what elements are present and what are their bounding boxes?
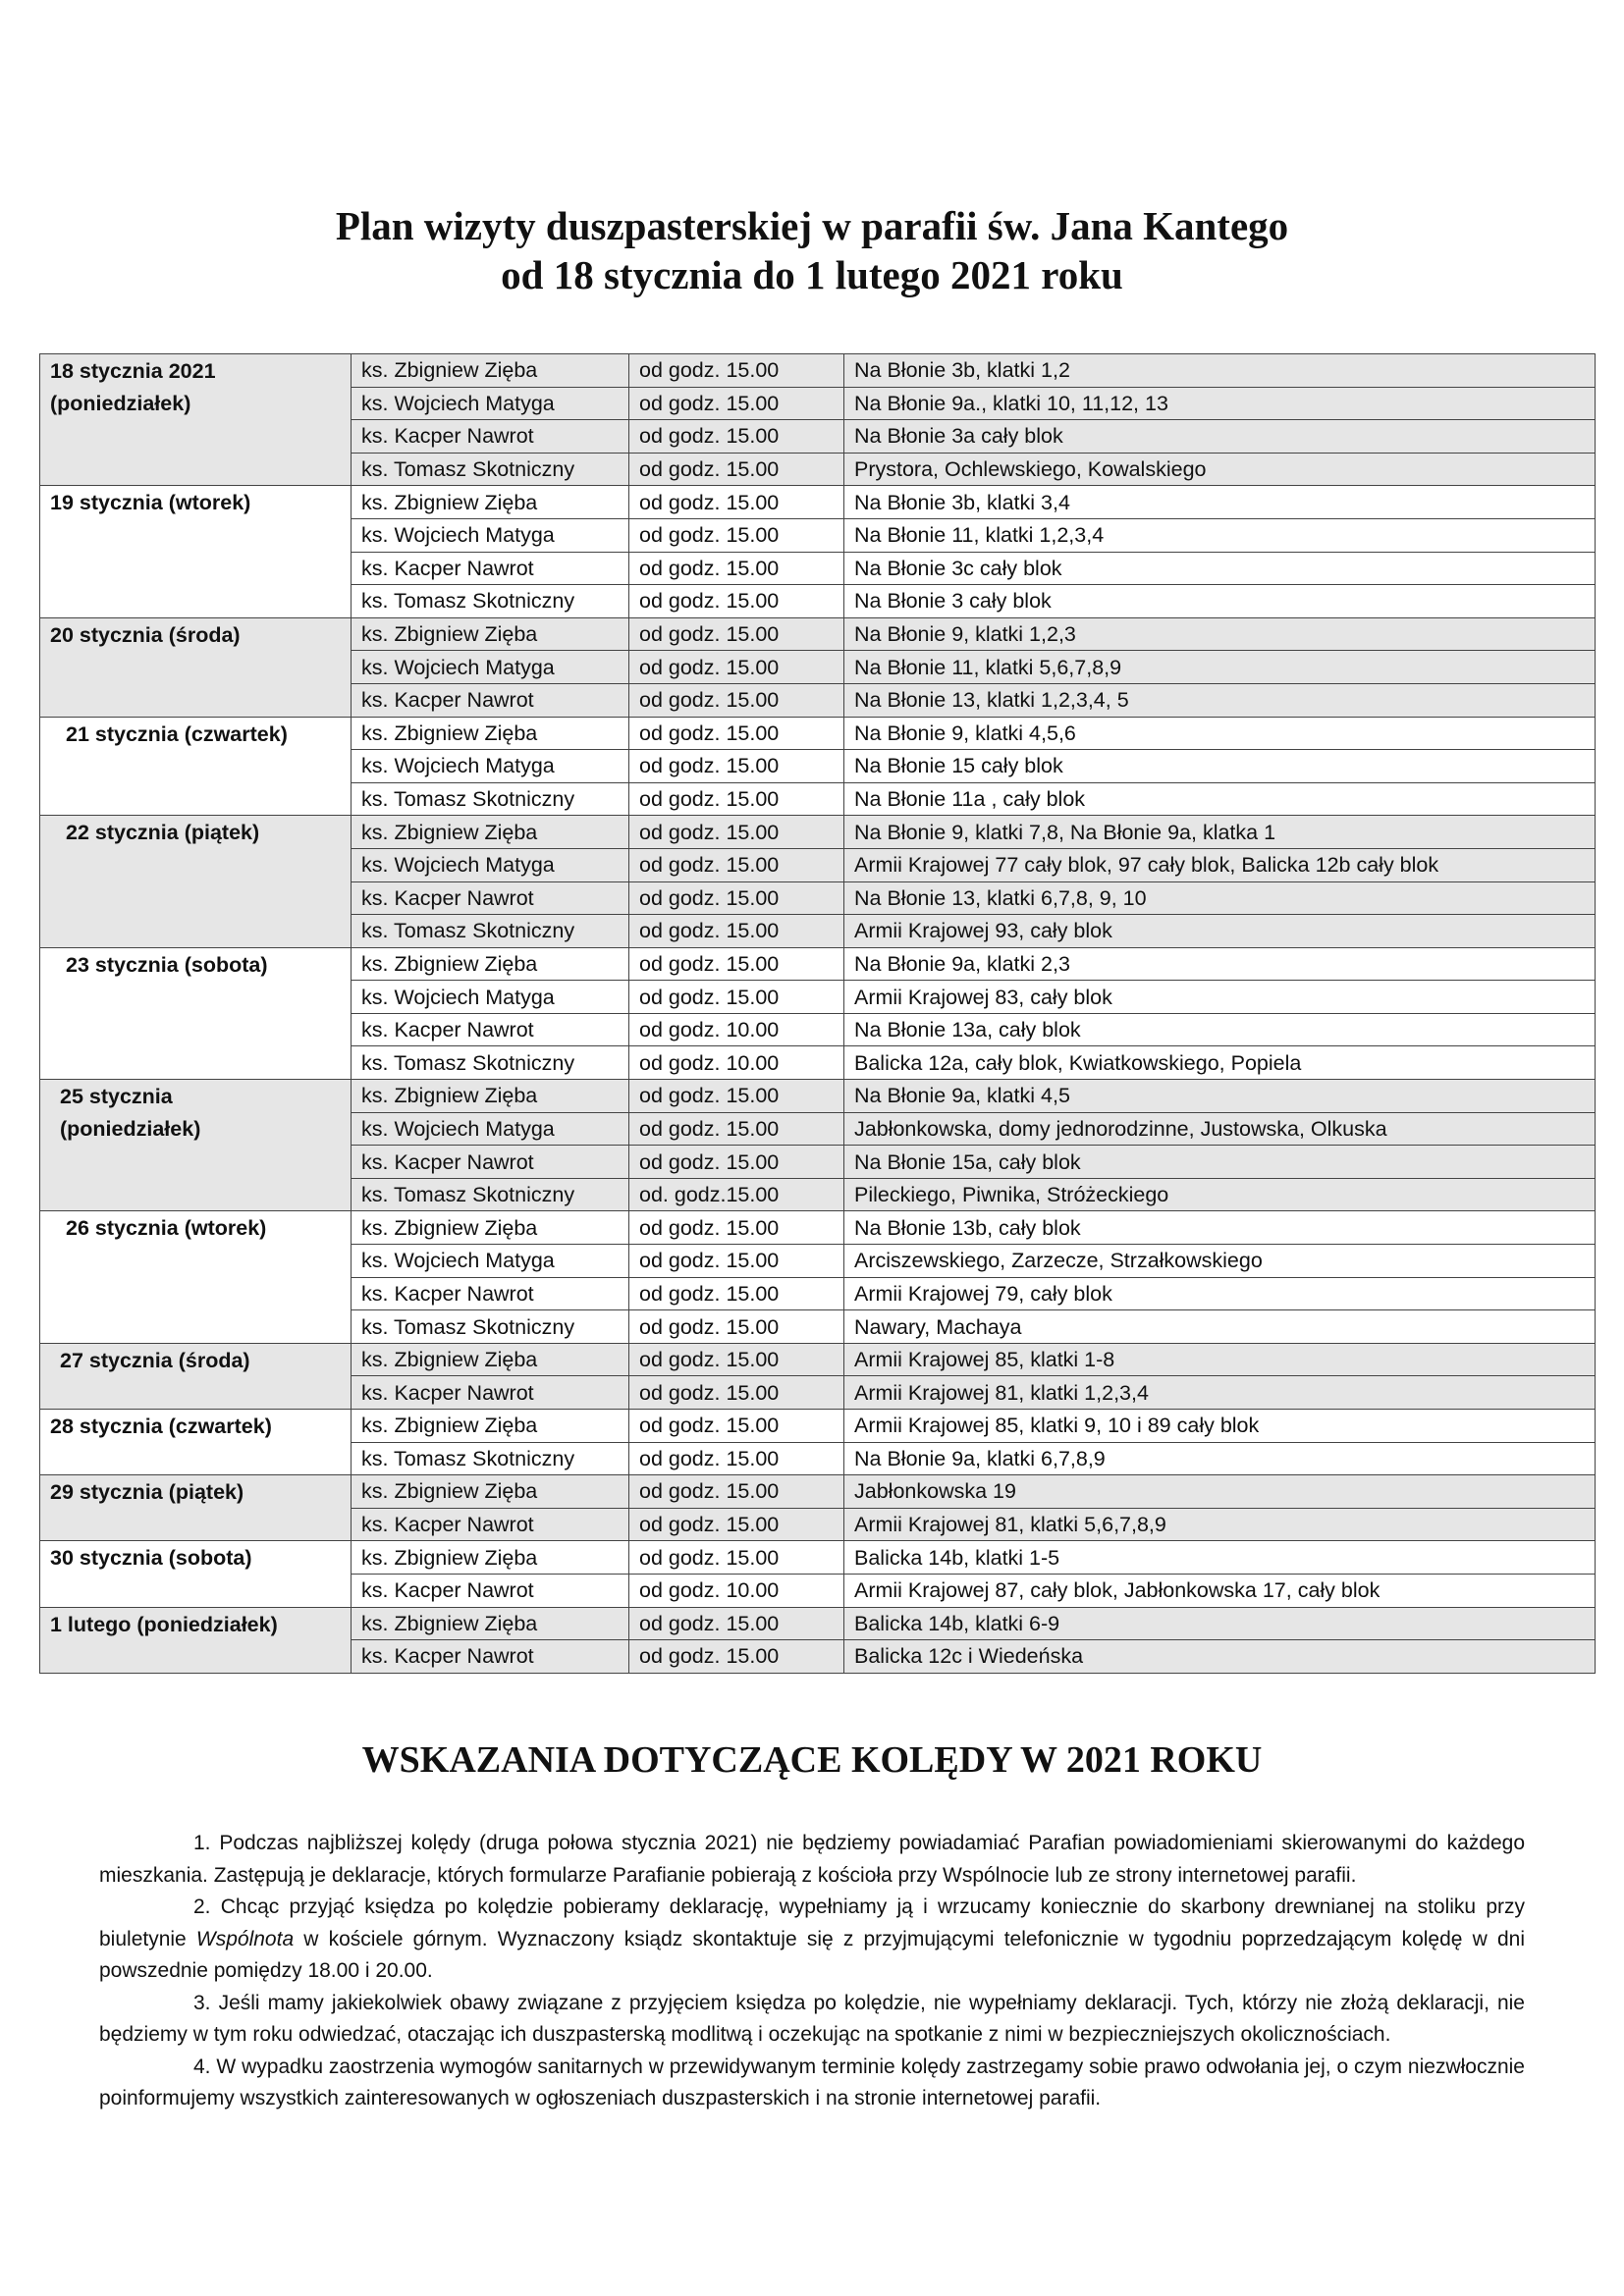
visit-address: Na Błonie 3b, klatki 1,2: [844, 354, 1596, 388]
visit-date: [40, 486, 352, 617]
visit-address: Na Błonie 11, klatki 1,2,3,4: [844, 518, 1596, 552]
priest-name: ks. Tomasz Skotniczny: [352, 1046, 629, 1080]
priest-name: ks. Wojciech Matyga: [352, 1112, 629, 1146]
visit-date: [40, 1607, 352, 1673]
priest-name: ks. Kacper Nawrot: [352, 1277, 629, 1310]
guideline-2-end: w kościele górnym. Wyznaczony ksiądz skontaktuje się z przyjmującymi telefonicznie w tygodniu poprzedzającym kolędę w dni powszednie pomiędzy 18.00 i 20.00.: [99, 1927, 1525, 1982]
schedule-row: [40, 1475, 1596, 1509]
priest-name: ks. Kacper Nawrot: [352, 420, 629, 454]
visit-address: Na Błonie 9, klatki 1,2,3: [844, 617, 1596, 651]
visit-time: od godz. 15.00: [629, 750, 844, 783]
priest-name: ks. Wojciech Matyga: [352, 848, 629, 881]
visit-address: Na Błonie 13, klatki 6,7,8, 9, 10: [844, 881, 1596, 915]
visit-address: Na Błonie 13, klatki 1,2,3,4, 5: [844, 683, 1596, 717]
visit-address: Na Błonie 9a, klatki 6,7,8,9: [844, 1442, 1596, 1475]
visit-address: Na Błonie 15 cały blok: [844, 750, 1596, 783]
visit-date: [40, 1410, 352, 1475]
priest-name: ks. Zbigniew Zięba: [352, 816, 629, 849]
visit-date: [40, 1475, 352, 1541]
visit-address: Na Błonie 9a, klatki 4,5: [844, 1080, 1596, 1113]
priest-name: ks. Tomasz Skotniczny: [352, 1178, 629, 1211]
visit-schedule-table: [39, 353, 1596, 1674]
visit-time: od godz. 15.00: [629, 651, 844, 684]
priest-name: ks. Kacper Nawrot: [352, 1508, 629, 1541]
priest-name: ks. Wojciech Matyga: [352, 387, 629, 420]
schedule-row: [40, 1607, 1596, 1640]
visit-address: Balicka 12a, cały blok, Kwiatkowskiego, Popiela: [844, 1046, 1596, 1080]
visit-address: Balicka 14b, klatki 6-9: [844, 1607, 1596, 1640]
visit-time: od godz. 15.00: [629, 1245, 844, 1278]
visit-time: od godz. 15.00: [629, 617, 844, 651]
guideline-3: 3. Jeśli mamy jakiekolwiek obawy związane z przyjęciem księdza po kolędzie, nie wypełniamy deklaracji. Tych, którzy nie złożą deklaracji, nie będziemy w tym roku odwiedzać, otaczając ich duszpasterską modlitwą i oczekując na spotkanie z nimi w bezpieczniejszych okolicznościach.: [99, 1991, 1525, 2046]
visit-time: od godz. 15.00: [629, 981, 844, 1014]
visit-address: Pileckiego, Piwnika, Stróżeckiego: [844, 1178, 1596, 1211]
priest-name: ks. Wojciech Matyga: [352, 518, 629, 552]
schedule-row: [40, 617, 1596, 651]
visit-date-line1: 28 stycznia (czwartek): [50, 1415, 272, 1438]
visit-address: Armii Krajowej 81, klatki 5,6,7,8,9: [844, 1508, 1596, 1541]
schedule-row: [40, 1080, 1596, 1113]
visit-time: od godz. 15.00: [629, 717, 844, 750]
visit-date: [40, 1080, 352, 1211]
visit-date-line1: 26 stycznia (wtorek): [66, 1216, 267, 1241]
visit-time: od godz. 15.00: [629, 1146, 844, 1179]
priest-name: ks. Zbigniew Zięba: [352, 1080, 629, 1113]
visit-time: od godz. 15.00: [629, 453, 844, 486]
visit-date-line1: 30 stycznia (sobota): [50, 1546, 252, 1571]
visit-date-line2: (poniedziałek): [50, 392, 191, 415]
visit-time: od godz. 15.00: [629, 1080, 844, 1113]
guideline-2-start: 2. Chcąc przyjąć księdza po kolędzie pobieramy deklarację, wypełniamy ją i wrzucamy koniecznie do skarbony drewnianej na stoliku przy biuletynie: [99, 1896, 1525, 1950]
visit-time: od godz. 15.00: [629, 354, 844, 388]
priest-name: ks. Kacper Nawrot: [352, 1640, 629, 1674]
bulletin-name: Wspólnota: [195, 1927, 295, 1950]
visit-time: od godz. 15.00: [629, 585, 844, 618]
schedule-row: [40, 717, 1596, 750]
visit-time: od godz. 15.00: [629, 915, 844, 948]
visit-time: od. godz.15.00: [629, 1178, 844, 1211]
visit-time: od godz. 15.00: [629, 1277, 844, 1310]
visit-address: Armii Krajowej 93, cały blok: [844, 915, 1596, 948]
priest-name: ks. Zbigniew Zięba: [352, 1475, 629, 1509]
visit-time: od godz. 15.00: [629, 486, 844, 519]
visit-time: od godz. 10.00: [629, 1046, 844, 1080]
visit-time: od godz. 15.00: [629, 1376, 844, 1410]
priest-name: ks. Tomasz Skotniczny: [352, 1310, 629, 1344]
visit-time: od godz. 15.00: [629, 420, 844, 454]
schedule-row: [40, 354, 1596, 388]
guidelines-title: WSKAZANIA DOTYCZĄCE KOLĘDY W 2021 ROKU: [361, 1739, 1263, 1781]
guideline-1: 1. Podczas najbliższej kolędy (druga połowa stycznia 2021) nie będziemy powiadamiać Parafian powiadomieniami skierowanymi do każdego mieszkania. Zastępują je deklaracje, których formularze Parafianie pobierają z kościoła przy Wspólnocie lub ze strony internetowej parafii.: [99, 1832, 1525, 1887]
priest-name: ks. Kacper Nawrot: [352, 1013, 629, 1046]
priest-name: ks. Kacper Nawrot: [352, 881, 629, 915]
schedule-row: [40, 1410, 1596, 1443]
visit-time: od godz. 15.00: [629, 1410, 844, 1443]
visit-address: Prystora, Ochlewskiego, Kowalskiego: [844, 453, 1596, 486]
visit-time: od godz. 15.00: [629, 1475, 844, 1509]
visit-address: Jabłonkowska, domy jednorodzinne, Justowska, Olkuska: [844, 1112, 1596, 1146]
schedule-row: [40, 1343, 1596, 1376]
schedule-row: [40, 1541, 1596, 1575]
visit-date-line1: 27 stycznia (środa): [60, 1348, 250, 1372]
visit-date: [40, 617, 352, 717]
visit-time: od godz. 15.00: [629, 1211, 844, 1245]
visit-time: od godz. 15.00: [629, 848, 844, 881]
visit-address: Na Błonie 3 cały blok: [844, 585, 1596, 618]
visit-time: od godz. 15.00: [629, 1442, 844, 1475]
visit-address: Balicka 14b, klatki 1-5: [844, 1541, 1596, 1575]
guidelines-text: [99, 1828, 1525, 2115]
visit-time: od godz. 15.00: [629, 1607, 844, 1640]
visit-address: Na Błonie 9a., klatki 10, 11,12, 13: [844, 387, 1596, 420]
visit-address: Na Błonie 9, klatki 7,8, Na Błonie 9a, klatka 1: [844, 816, 1596, 849]
guideline-4: 4. W wypadku zaostrzenia wymogów sanitarnych w przewidywanym terminie kolędy zastrzegamy sobie prawo odwołania jej, o czym niezwłocznie poinformujemy wszystkich zainteresowanych w ogłoszeniach duszpasterskich i na stronie internetowej parafii.: [99, 2055, 1525, 2109]
visit-date-line1: 18 stycznia 2021: [50, 359, 216, 383]
visit-address: Na Błonie 13b, cały blok: [844, 1211, 1596, 1245]
visit-time: od godz. 10.00: [629, 1013, 844, 1046]
visit-date: [40, 947, 352, 1079]
priest-name: ks. Wojciech Matyga: [352, 981, 629, 1014]
visit-address: Armii Krajowej 85, klatki 9, 10 i 89 cały blok: [844, 1410, 1596, 1443]
visit-date: [40, 717, 352, 816]
priest-name: ks. Tomasz Skotniczny: [352, 453, 629, 486]
visit-address: Na Błonie 13a, cały blok: [844, 1013, 1596, 1046]
page-subtitle: od 18 stycznia do 1 lutego 2021 roku: [501, 252, 1123, 297]
visit-time: od godz. 10.00: [629, 1574, 844, 1607]
visit-date: [40, 1541, 352, 1607]
visit-time: od godz. 15.00: [629, 1541, 844, 1575]
priest-name: ks. Zbigniew Zięba: [352, 1211, 629, 1245]
visit-address: Na Błonie 3b, klatki 3,4: [844, 486, 1596, 519]
schedule-row: [40, 947, 1596, 981]
priest-name: ks. Zbigniew Zięba: [352, 1607, 629, 1640]
visit-address: Armii Krajowej 83, cały blok: [844, 981, 1596, 1014]
visit-address: Na Błonie 9a, klatki 2,3: [844, 947, 1596, 981]
visit-date-line1: 23 stycznia (sobota): [66, 952, 268, 977]
priest-name: ks. Zbigniew Zięba: [352, 1343, 629, 1376]
visit-time: od godz. 15.00: [629, 1640, 844, 1674]
visit-time: od godz. 15.00: [629, 881, 844, 915]
priest-name: ks. Tomasz Skotniczny: [352, 585, 629, 618]
priest-name: ks. Kacper Nawrot: [352, 1574, 629, 1607]
priest-name: ks. Zbigniew Zięba: [352, 1541, 629, 1575]
priest-name: ks. Zbigniew Zięba: [352, 947, 629, 981]
visit-time: od godz. 15.00: [629, 782, 844, 816]
priest-name: ks. Kacper Nawrot: [352, 552, 629, 585]
visit-time: od godz. 15.00: [629, 683, 844, 717]
visit-address: Armii Krajowej 81, klatki 1,2,3,4: [844, 1376, 1596, 1410]
visit-address: Armii Krajowej 79, cały blok: [844, 1277, 1596, 1310]
visit-time: od godz. 15.00: [629, 552, 844, 585]
visit-date: [40, 1343, 352, 1409]
visit-date-line1: 25 stycznia: [60, 1085, 173, 1109]
schedule-body: [40, 354, 1596, 1674]
visit-date-line1: 20 stycznia (środa): [50, 622, 241, 647]
visit-date: [40, 816, 352, 947]
visit-date-line1: 22 stycznia (piątek): [66, 821, 260, 845]
priest-name: ks. Zbigniew Zięba: [352, 1410, 629, 1443]
visit-time: od godz. 15.00: [629, 1343, 844, 1376]
visit-date-line1: 1 lutego (poniedziałek): [50, 1612, 278, 1636]
visit-address: Armii Krajowej 85, klatki 1-8: [844, 1343, 1596, 1376]
visit-address: Na Błonie 3c cały blok: [844, 552, 1596, 585]
visit-time: od godz. 15.00: [629, 816, 844, 849]
priest-name: ks. Zbigniew Zięba: [352, 486, 629, 519]
schedule-row: [40, 816, 1596, 849]
priest-name: ks. Kacper Nawrot: [352, 1146, 629, 1179]
visit-address: Na Błonie 11, klatki 5,6,7,8,9: [844, 651, 1596, 684]
visit-time: od godz. 15.00: [629, 947, 844, 981]
visit-time: od godz. 15.00: [629, 1508, 844, 1541]
priest-name: ks. Kacper Nawrot: [352, 683, 629, 717]
visit-date-line1: 29 stycznia (piątek): [50, 1480, 244, 1505]
visit-address: Nawary, Machaya: [844, 1310, 1596, 1344]
visit-time: od godz. 15.00: [629, 518, 844, 552]
visit-time: od godz. 15.00: [629, 1112, 844, 1146]
visit-date-line2: (poniedziałek): [60, 1117, 201, 1142]
schedule-row: [40, 1211, 1596, 1245]
visit-address: Na Błonie 3a cały blok: [844, 420, 1596, 454]
visit-address: Jabłonkowska 19: [844, 1475, 1596, 1509]
visit-date: [40, 354, 352, 486]
visit-date-line1: 21 stycznia (czwartek): [66, 721, 288, 746]
visit-address: Na Błonie 9, klatki 4,5,6: [844, 717, 1596, 750]
guideline-2: [99, 1892, 1525, 1988]
schedule-row: [40, 486, 1596, 519]
visit-time: od godz. 15.00: [629, 1310, 844, 1344]
priest-name: ks. Wojciech Matyga: [352, 1245, 629, 1278]
priest-name: ks. Wojciech Matyga: [352, 651, 629, 684]
visit-address: Arciszewskiego, Zarzecze, Strzałkowskiego: [844, 1245, 1596, 1278]
priest-name: ks. Zbigniew Zięba: [352, 354, 629, 388]
visit-address: Armii Krajowej 87, cały blok, Jabłonkowska 17, cały blok: [844, 1574, 1596, 1607]
priest-name: ks. Tomasz Skotniczny: [352, 1442, 629, 1475]
priest-name: ks. Zbigniew Zięba: [352, 717, 629, 750]
page-title: Plan wizyty duszpasterskiej w parafii św. Jana Kantego: [335, 203, 1289, 248]
visit-date: [40, 1211, 352, 1343]
visit-time: od godz. 15.00: [629, 387, 844, 420]
priest-name: ks. Tomasz Skotniczny: [352, 915, 629, 948]
priest-name: ks. Kacper Nawrot: [352, 1376, 629, 1410]
priest-name: ks. Tomasz Skotniczny: [352, 782, 629, 816]
visit-date-line1: 19 stycznia (wtorek): [50, 491, 251, 515]
visit-address: Na Błonie 11a , cały blok: [844, 782, 1596, 816]
priest-name: ks. Wojciech Matyga: [352, 750, 629, 783]
visit-address: Armii Krajowej 77 cały blok, 97 cały blok, Balicka 12b cały blok: [844, 848, 1596, 881]
visit-address: Na Błonie 15a, cały blok: [844, 1146, 1596, 1179]
priest-name: ks. Zbigniew Zięba: [352, 617, 629, 651]
visit-address: Balicka 12c i Wiedeńska: [844, 1640, 1596, 1674]
